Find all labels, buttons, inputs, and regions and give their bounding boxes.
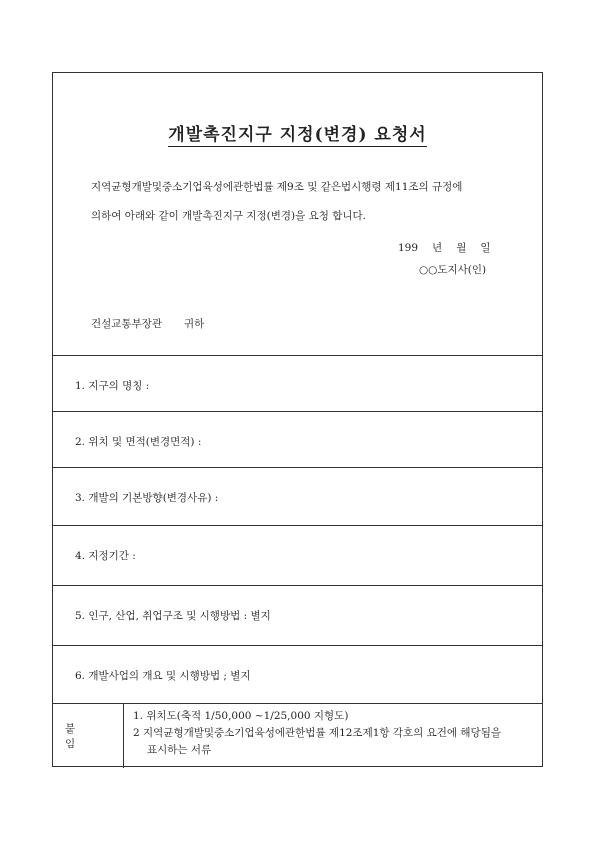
form-row-designation-period	[53, 525, 542, 581]
request-date	[398, 240, 505, 255]
application-form	[52, 72, 543, 767]
date-day-unit: 일	[480, 242, 491, 254]
attachment-item-2: 2 지역균형개발및중소기업육성에관한법률 제12조제1항 각호의 요건에 해당됨을	[133, 727, 501, 739]
form-row-location-area	[53, 411, 542, 467]
signer: ○○도지사(인)	[419, 264, 487, 276]
request-statement	[91, 173, 528, 231]
attachments-section	[53, 703, 542, 768]
row-label: 1. 지구의 명칭 :	[75, 380, 150, 392]
attachment-item-1: 1. 위치도(축적 1/50,000 ~1/25,000 지형도)	[133, 710, 349, 722]
date-year: 199	[398, 242, 419, 254]
recipient	[91, 316, 204, 331]
row-label: 5. 인구, 산업, 취업구조 및 시행방법 : 별지	[75, 610, 271, 622]
recipient-honorific: 귀하	[184, 318, 205, 330]
form-header	[53, 73, 542, 355]
statement-line-2: 의하여 아래와 같이 개발촉진지구 지정(변경)을 요청 합니다.	[91, 210, 366, 222]
title-text: 개발촉진지구 지정(변경) 요청서	[168, 125, 427, 145]
attachments-label: 붙 임	[53, 704, 124, 768]
form-row-development-direction	[53, 467, 542, 523]
document-title	[53, 120, 542, 145]
row-label: 2. 위치 및 면적(변경면적) :	[75, 436, 202, 448]
attachments-list	[133, 708, 540, 759]
row-label: 3. 개발의 기본방향(변경사유) :	[75, 492, 219, 504]
row-label: 6. 개발사업의 개요 및 시행방법 ; 별지	[75, 670, 251, 682]
form-row-project-overview	[53, 645, 542, 701]
date-month-unit: 월	[456, 242, 467, 254]
row-label: 4. 지정기간 :	[75, 550, 136, 562]
statement-line-1: 지역균형개발및중소기업육성에관한법률 제9조 및 같은법시행령 제11조의 규정에	[91, 181, 463, 193]
attachment-item-2-continued: 표시하는 서류	[147, 744, 212, 756]
date-year-unit: 년	[432, 242, 443, 254]
form-row-population-industry	[53, 585, 542, 641]
form-row-district-name	[53, 355, 542, 411]
recipient-name: 건설교통부장관	[91, 318, 163, 330]
